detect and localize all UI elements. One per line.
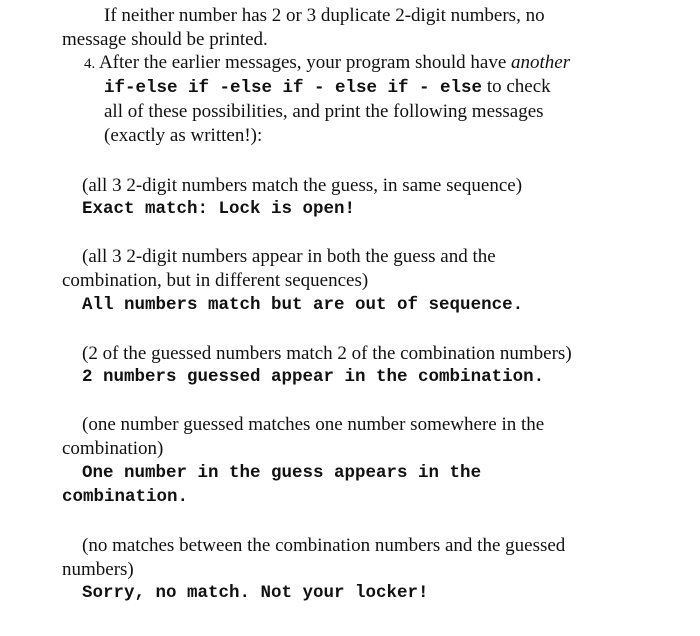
- message-3-description: (2 of the guessed numbers match 2 of the combination numbers): [82, 343, 572, 364]
- message-1-output: Exact match: Lock is open!: [82, 199, 356, 219]
- message-1-description: (all 3 2-digit numbers match the guess, in same sequence): [82, 175, 523, 196]
- message-5-output: Sorry, no match. Not your locker!: [82, 583, 429, 603]
- message-4-output-line-1: One number in the guess appears in the: [82, 463, 482, 483]
- message-3-output: 2 numbers guessed appear in the combination.: [82, 367, 545, 387]
- item-4-line-4: (exactly as written!):: [104, 125, 263, 146]
- message-4-description-line-1: (one number guessed matches one number somewhere in the: [82, 414, 545, 435]
- intro-line-2: message should be printed.: [62, 29, 268, 50]
- message-4-description-line-2: combination): [62, 438, 164, 459]
- message-5-description-line-1: (no matches between the combination numbers and the guessed: [82, 535, 566, 556]
- item-4-text: After the earlier messages, your program should have: [98, 52, 512, 73]
- item-4-line-2-suffix: to check: [482, 76, 551, 97]
- item-number: 4.: [84, 56, 96, 72]
- message-4-output-line-2: combination.: [62, 487, 189, 507]
- if-else-chain-code: if-else if -else if - else if - else: [104, 78, 483, 98]
- message-2-description-line-2: combination, but in different sequences): [62, 270, 369, 291]
- intro-line-1: If neither number has 2 or 3 duplicate 2-digit numbers, no: [104, 5, 545, 26]
- item-4-emphasis: another: [511, 52, 571, 73]
- item-4-line-3: all of these possibilities, and print the following messages: [104, 101, 544, 122]
- item-4-line-1: [84, 51, 570, 76]
- message-2-description-line-1: (all 3 2-digit numbers appear in both the guess and the: [82, 246, 496, 267]
- item-4-line-2: [104, 75, 551, 100]
- message-2-output: All numbers match but are out of sequence.: [82, 295, 524, 315]
- message-5-description-line-2: numbers): [62, 559, 134, 580]
